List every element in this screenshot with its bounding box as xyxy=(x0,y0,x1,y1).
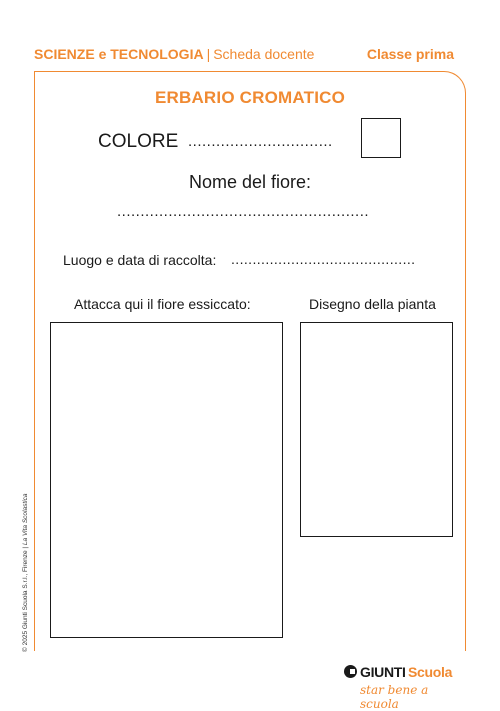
colore-fill-line[interactable]: ............................... xyxy=(188,133,333,150)
dried-flower-label: Attacca qui il fiore essiccato: xyxy=(74,296,251,312)
flower-name-fill-line[interactable]: ...................................................... xyxy=(117,203,370,220)
dried-flower-box[interactable] xyxy=(50,322,283,638)
publication-name: La Vita Scolastica xyxy=(22,493,29,546)
flower-name-label: Nome del fiore: xyxy=(188,172,312,192)
subject-text: SCIENZE e TECNOLOGIA xyxy=(34,46,204,62)
plant-drawing-box[interactable] xyxy=(300,322,453,537)
logo-tagline: star bene a scuola xyxy=(360,683,429,711)
copyright-text: © 2025 Giunti Scuola S.r.l., Firenze | xyxy=(22,545,29,652)
header-separator: | xyxy=(206,46,211,62)
color-swatch-box[interactable] xyxy=(361,118,401,158)
worksheet-title: ERBARIO CROMATICO xyxy=(154,88,346,107)
logo-giunti-text: GIUNTI xyxy=(360,664,406,680)
plant-drawing-label: Disegno della pianta xyxy=(309,296,436,312)
page-header xyxy=(34,46,454,66)
giunti-scuola-logo xyxy=(344,664,464,711)
place-date-label: Luogo e data di raccolta: xyxy=(63,252,217,268)
place-date-fill-line[interactable]: ........................................... xyxy=(231,251,416,267)
logo-scuola-text: Scuola xyxy=(408,664,453,680)
subject-label xyxy=(34,46,314,62)
class-label: Classe prima xyxy=(366,46,454,62)
sheet-type: Scheda docente xyxy=(213,46,315,62)
copyright-notice xyxy=(22,494,29,652)
giunti-logo-icon xyxy=(344,665,357,678)
colore-label: COLORE xyxy=(98,131,179,152)
